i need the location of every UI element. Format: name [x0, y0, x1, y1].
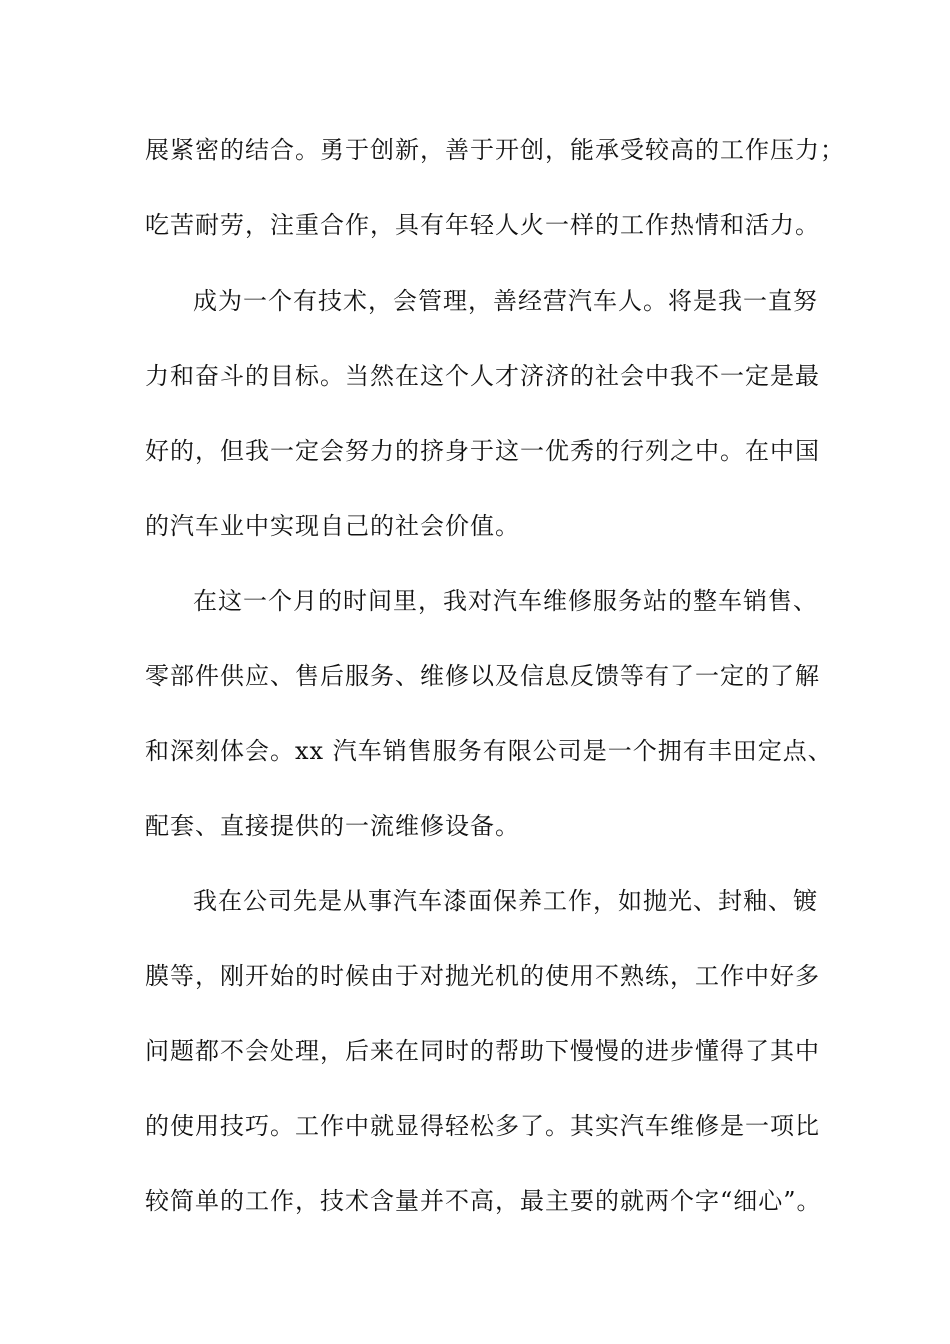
- paragraph-2-line-2: 力和奋斗的目标。当然在这个人才济济的社会中我不一定是最: [145, 362, 820, 390]
- text-line-2: 吃苦耐劳，注重合作，具有年轻人火一样的工作热情和活力。: [145, 211, 820, 239]
- paragraph-2-line-4: 的汽车业中实现自己的社会价值。: [145, 512, 520, 540]
- paragraph-2-line-1: 成为一个有技术，会管理，善经营汽车人。将是我一直努: [193, 287, 818, 315]
- paragraph-4-line-4: 的使用技巧。工作中就显得轻松多了。其实汽车维修是一项比: [145, 1112, 820, 1140]
- paragraph-4-line-1: 我在公司先是从事汽车漆面保养工作，如抛光、封釉、镀: [193, 887, 818, 915]
- paragraph-3-line-4: 配套、直接提供的一流维修设备。: [145, 812, 520, 840]
- paragraph-4-line-5: 较简单的工作，技术含量并不高，最主要的就两个字“细心”。: [145, 1187, 822, 1215]
- paragraph-3-line-1: 在这一个月的时间里，我对汽车维修服务站的整车销售、: [193, 587, 818, 615]
- paragraph-3-line-2: 零部件供应、售后服务、维修以及信息反馈等有了一定的了解: [145, 662, 820, 690]
- paragraph-4-line-2: 膜等，刚开始的时候由于对抛光机的使用不熟练，工作中好多: [145, 962, 820, 990]
- text-line-1: 展紧密的结合。勇于创新，善于开创，能承受较高的工作压力；: [145, 136, 845, 164]
- paragraph-4-line-3: 问题都不会处理，后来在同时的帮助下慢慢的进步懂得了其中: [145, 1037, 820, 1065]
- paragraph-2-line-3: 好的，但我一定会努力的挤身于这一优秀的行列之中。在中国: [145, 437, 820, 465]
- paragraph-3-line-3: 和深刻体会。xx 汽车销售服务有限公司是一个拥有丰田定点、: [145, 737, 833, 765]
